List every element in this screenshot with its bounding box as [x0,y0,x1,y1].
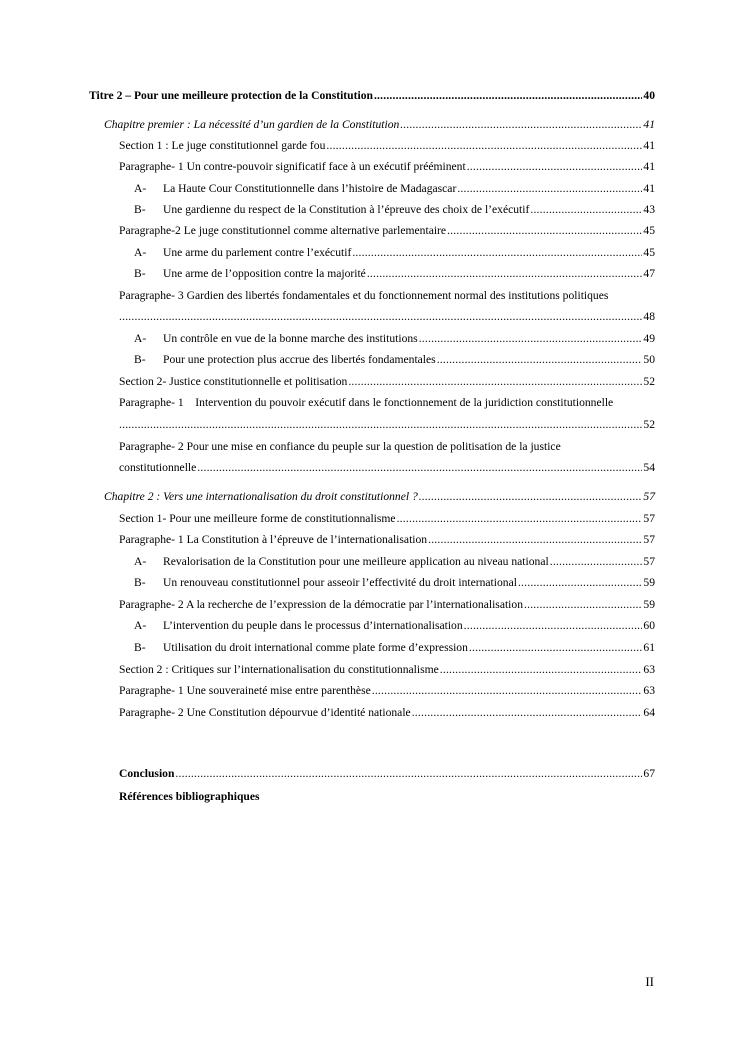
toc-page-number: 57 [643,512,655,525]
dot-leader [400,118,642,132]
toc-entry-text: L’intervention du peuple dans le processus d’internationalisation [163,619,463,632]
toc-page-number: 61 [643,641,655,654]
toc-entry-text[interactable]: Paragraphe- 1 Intervention du pouvoir exécutif dans le fonctionnement de la juridiction constitutionnelle [119,396,614,409]
toc-item-letter: A- [134,182,147,195]
dot-leader [550,555,643,569]
toc-entry-section-2[interactable] [119,663,655,677]
toc-entry-text: Chapitre 2 : Vers une internationalisation du droit constitutionnel ? [104,490,418,503]
toc-entry-text[interactable]: Paragraphe- 2 Pour une mise en confiance du peuple sur la question de politisation de la justice [119,440,561,453]
toc-entry-subitem[interactable] [134,246,655,260]
toc-page-number: 40 [643,89,655,102]
dot-leader [352,246,642,260]
toc-entry-text: Une arme du parlement contre l’exécutif [163,246,352,259]
toc-page-number: 63 [643,663,655,676]
toc-entry-paragraphe[interactable] [119,684,655,698]
toc-entry-subitem[interactable] [134,555,655,569]
toc-page-number: 50 [643,353,655,366]
toc-entry-section-2[interactable] [119,375,655,389]
toc-page-number: 57 [643,533,655,546]
toc-entry-text[interactable]: Paragraphe- 3 Gardien des libertés fondamentales et du fonctionnement normal des institutions politiques [119,289,609,302]
toc-entry-text: Un contrôle en vue de la bonne marche des institutions [163,332,418,345]
dot-leader [428,533,642,547]
toc-entry-subitem[interactable] [134,619,655,633]
toc-page-number: 60 [643,619,655,632]
toc-entry-continuation[interactable] [119,461,655,475]
toc-item-letter: A- [134,332,147,345]
toc-entry-text: Section 1- Pour une meilleure forme de constitutionnalisme [119,512,396,525]
toc-entry-text: Pour une protection plus accrue des libertés fondamentales [163,353,436,366]
toc-entry-continuation[interactable] [119,310,655,324]
toc-page-number: 47 [643,267,655,280]
toc-entry-subitem[interactable] [134,353,655,367]
dot-leader [367,267,643,281]
toc-entry-conclusion[interactable] [119,767,655,781]
toc-entry-text: constitutionnelle [119,461,197,474]
toc-page-number: 54 [643,461,655,474]
toc-entry-subitem[interactable] [134,576,655,590]
toc-item-letter: A- [134,619,147,632]
toc-entry-text: Paragraphe- 2 A la recherche de l’expression de la démocratie par l’internationalisation [119,598,523,611]
toc-entry-subitem[interactable] [134,641,655,655]
toc-entry-text: Paragraphe-2 Le juge constitutionnel comme alternative parlementaire [119,224,447,237]
dot-leader [518,576,642,590]
page-number: II [645,974,654,989]
toc-entry-section-1[interactable] [119,139,655,153]
toc-entry-references[interactable]: Références bibliographiques [119,790,260,803]
dot-leader [119,418,642,432]
toc-item-letter: A- [134,246,147,259]
dot-leader [372,684,643,698]
dot-leader [412,706,643,720]
toc-entry-subitem[interactable] [134,182,655,196]
dot-leader [397,512,643,526]
toc-page-number: 41 [643,160,655,173]
toc-entry-chapitre-2[interactable] [104,490,655,504]
toc-item-letter: A- [134,555,147,568]
toc-page-number: 57 [643,490,655,503]
toc-page-number: 57 [643,555,655,568]
toc-page-number: 59 [643,576,655,589]
toc-entry-text: Paragraphe- 1 La Constitution à l’épreuve de l’internationalisation [119,533,428,546]
toc-entry-text: Titre 2 – Pour une meilleure protection de la Constitution [89,89,373,102]
dot-leader [469,641,643,655]
toc-page-number: 63 [643,684,655,697]
toc-item-letter: B- [134,267,146,280]
dot-leader [326,139,642,153]
toc-entry-text: Une gardienne du respect de la Constitution à l’épreuve des choix de l’exécutif [163,203,530,216]
toc-entry-text: Section 2- Justice constitutionnelle et politisation [119,375,348,388]
toc-entry-text: Conclusion [119,767,175,780]
toc-page-number: 41 [643,118,655,131]
dot-leader [419,332,643,346]
toc-entry-text: Section 2 : Critiques sur l’internationalisation du constitutionnalisme [119,663,439,676]
toc-page-number: 41 [643,182,655,195]
toc-entry-titre-2[interactable] [89,89,655,103]
toc-entry-paragraphe[interactable] [119,224,655,238]
toc-entry-paragraphe[interactable] [119,598,655,612]
toc-entry-text: Paragraphe- 2 Une Constitution dépourvue d’identité nationale [119,706,411,719]
toc-entry-paragraphe[interactable] [119,533,655,547]
dot-leader [348,375,642,389]
toc-page-number: 43 [643,203,655,216]
toc-entry-subitem[interactable] [134,267,655,281]
toc-entry-text: La Haute Cour Constitutionnelle dans l’histoire de Madagascar [163,182,457,195]
dot-leader [374,89,642,103]
toc-item-letter: B- [134,576,146,589]
dot-leader [440,663,643,677]
toc-entry-subitem[interactable] [134,332,655,346]
toc-entry-text: Paragraphe- 1 Une souveraineté mise entre parenthèse [119,684,371,697]
toc-entry-text: Un renouveau constitutionnel pour asseoir l’effectivité du droit international [163,576,517,589]
toc-page-number: 48 [643,310,655,323]
toc-entry-text: Chapitre premier : La nécessité d’un gardien de la Constitution [104,118,400,131]
dot-leader [447,224,642,238]
toc-item-letter: B- [134,641,146,654]
toc-page-number: 67 [643,767,655,780]
dot-leader [530,203,642,217]
toc-page-number: 45 [643,224,655,237]
toc-entry-section-1[interactable] [119,512,655,526]
toc-entry-paragraphe[interactable] [119,160,655,174]
toc-entry-text: Une arme de l’opposition contre la majorité [163,267,366,280]
dot-leader [437,353,643,367]
toc-page-number: 41 [643,139,655,152]
toc-entry-chapitre-premier[interactable] [104,118,655,132]
toc-entry-text: Utilisation du droit international comme plate forme d’expression [163,641,468,654]
toc-entry-subitem[interactable] [134,203,655,217]
dot-leader [457,182,642,196]
toc-page-number: 64 [643,706,655,719]
toc-item-letter: B- [134,353,146,366]
toc-page-number: 45 [643,246,655,259]
toc-page-number: 52 [643,375,655,388]
dot-leader [467,160,643,174]
toc-item-letter: B- [134,203,146,216]
dot-leader [524,598,642,612]
dot-leader [419,490,643,504]
toc-page-number: 52 [643,418,655,431]
toc-page-number: 59 [643,598,655,611]
toc-page-number: 49 [643,332,655,345]
toc-entry-text: Revalorisation de la Constitution pour une meilleure application au niveau national [163,555,549,568]
dot-leader [197,461,642,475]
dot-leader [119,310,642,324]
toc-entry-continuation[interactable] [119,418,655,432]
toc-entry-text: Section 1 : Le juge constitutionnel garde fou [119,139,326,152]
toc-entry-text: Paragraphe- 1 Un contre-pouvoir significatif face à un exécutif prééminent [119,160,466,173]
dot-leader [175,767,642,781]
dot-leader [464,619,643,633]
toc-entry-paragraphe[interactable] [119,706,655,720]
